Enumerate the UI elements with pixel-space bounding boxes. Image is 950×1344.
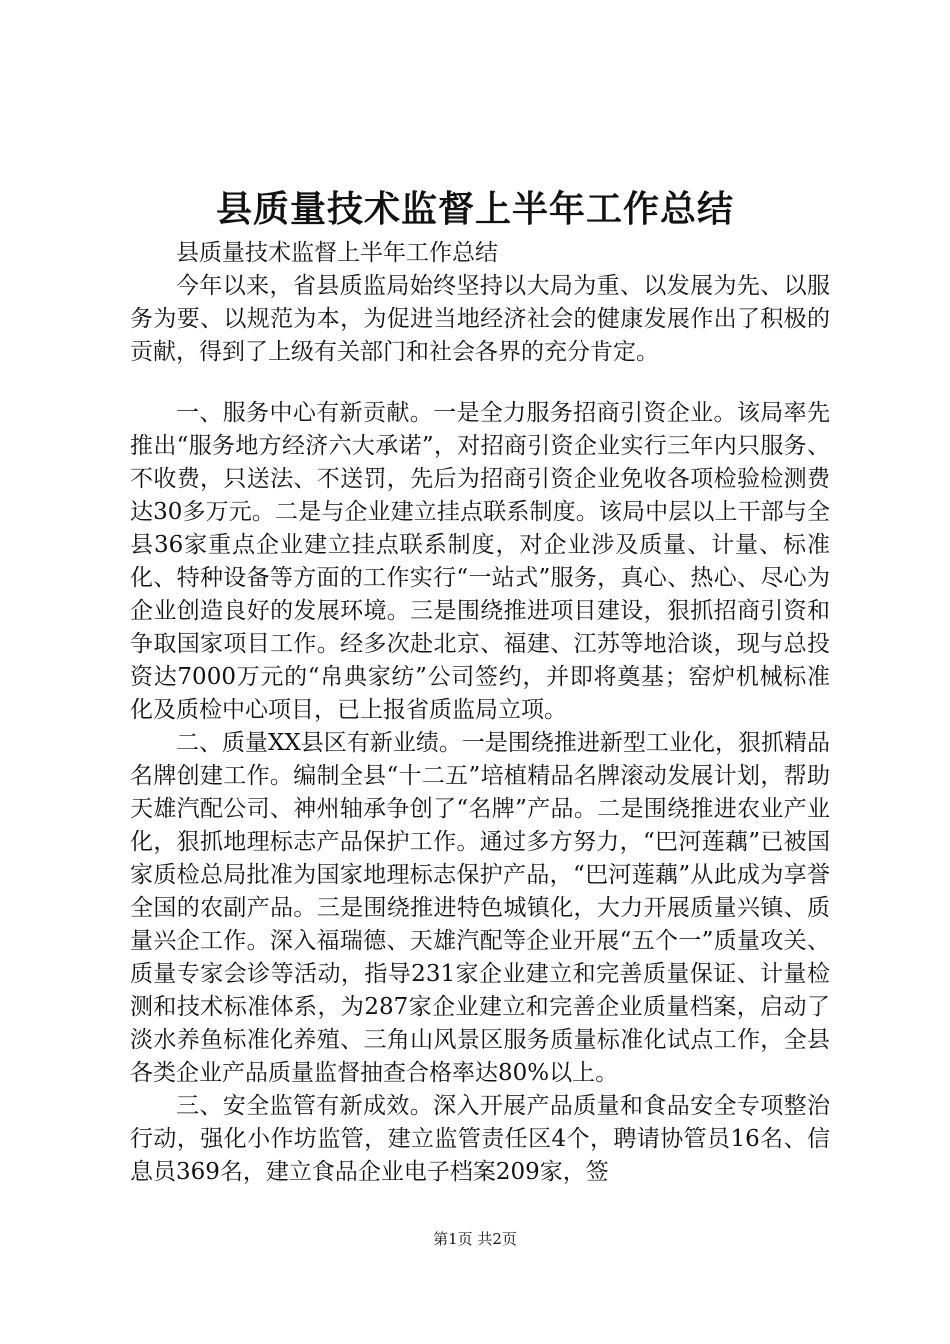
section-one-paragraph: 一、服务中心有新贡献。一是全力服务招商引资企业。该局率先推出“服务地方经济六大承诺”，对招商引资企业实行三年内只服务、不收费，只送法、不送罚，先后为招商引资企业免收各项检验检测费达30多万元。二是与企业建立挂点联系制度。该局中层以上干部与全县36家重点企业建立挂点联系制度，对企业涉及质量、计量、标准化、特种设备等方面的工作实行“一站式”服务，真心、热心、尽心为企业创造良好的发展环境。三是围绕推进项目建设，狠抓招商引资和争取国家项目工作。经多次赴北京、福建、江苏等地洽谈，现与总投资达7000万元的“帛典家纺”公司签约，并即将奠基；窑炉机械标准化及质检中心项目，已上报省质监局立项。 — [130, 400, 830, 723]
page-footer: 第1页 共2页 — [433, 1230, 517, 1248]
subtitle-paragraph: 县质量技术监督上半年工作总结 — [176, 240, 498, 266]
section-three-paragraph: 三、安全监管有新成效。深入开展产品质量和食品安全专项整治行动，强化小作坊监管，建立监管责任区4个，聘请协管员16名、信息员369名，建立食品企业电子档案209家，签 — [130, 1093, 830, 1185]
intro-paragraph: 今年以来，省县质监局始终坚持以大局为重、以发展为先、以服务为要、以规范为本，为促进当地经济社会的健康发展作出了积极的贡献，得到了上级有关部门和社会各界的充分肯定。 — [130, 273, 830, 365]
document-title: 县质量技术监督上半年工作总结 — [215, 188, 734, 230]
section-two-paragraph: 二、质量XX县区有新业绩。一是围绕推进新型工业化，狠抓精品名牌创建工作。编制全县“十二五”培植精品名牌滚动发展计划，帮助天雄汽配公司、神州轴承争创了“名牌”产品。二是围绕推进农业产业化，狠抓地理标志产品保护工作。通过多方努力，“巴河莲藕”已被国家质检总局批准为国家地理标志保护产品，“巴河莲藕”从此成为享誉全国的农副产品。三是围绕推进特色城镇化，大力开展质量兴镇、质量兴企工作。深入福瑞德、天雄汽配等企业开展“五个一”质量攻关、质量专家会诊等活动，指导231家企业建立和完善质量保证、计量检测和技术标准体系，为287家企业建立和完善企业质量档案，启动了淡水养鱼标准化养殖、三角山风景区服务质量标准化试点工作，全县各类企业产品质量监督抽查合格率达80%以上。 — [130, 730, 830, 1086]
document-body — [130, 237, 830, 1189]
